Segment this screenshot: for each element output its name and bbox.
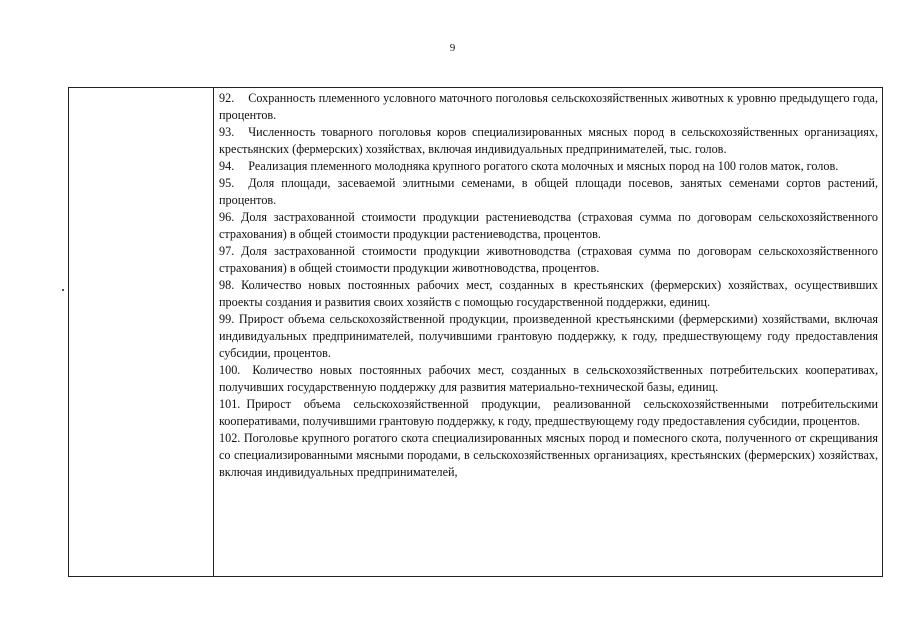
indicator-item xyxy=(219,311,878,362)
indicator-item xyxy=(219,277,878,311)
page-number: 9 xyxy=(449,42,456,54)
indicator-item xyxy=(219,209,878,243)
indicator-text: Реализация племенного молодняка крупного рогатого скота молочных и мясных пород на 100 голов маток, голов. xyxy=(248,159,839,173)
indicator-item xyxy=(219,124,878,158)
indicator-number: 95. xyxy=(219,176,235,190)
indicator-text: Доля площади, засеваемой элитными семенами, в общей площади посевов, занятых семенами сортов растений, процентов. xyxy=(219,176,878,207)
indicator-number: 98. xyxy=(219,278,235,292)
indicator-text: Численность товарного поголовья коров специализированных мясных пород в сельскохозяйственных организациях, крестьянских (фермерских) хозяйствах, включая индивидуальных предпринимателей, тыс. голов. xyxy=(219,125,878,156)
indicator-item xyxy=(219,362,878,396)
table-right-column xyxy=(214,88,882,576)
indicator-text: Доля застрахованной стоимости продукции животноводства (страховая сумма по договорам сельскохозяйственного страхования) в общей стоимости продукции животноводства, процентов. xyxy=(219,244,878,275)
indicator-item xyxy=(219,175,878,209)
indicator-item xyxy=(219,396,878,430)
indicator-number: 101. xyxy=(219,397,241,411)
indicator-number: 100. xyxy=(219,363,241,377)
indicator-text: Сохранность племенного условного маточного поголовья сельскохозяйственных животных к уровню предыдущего года, процентов. xyxy=(219,91,878,122)
indicator-text: Количество новых постоянных рабочих мест, созданных в крестьянских (фермерских) хозяйствах, осуществивших проекты создания и развития своих хозяйств с помощью государственной поддержки, единиц. xyxy=(219,278,879,309)
indicator-text: Поголовье крупного рогатого скота специализированных мясных пород и помесного скота, полученного от скрещивания со специализированными мясными породами, в сельскохозяйственных организациях, крестьянских (фермерских) хозяйствах, включая индивидуальных предпринимателей, xyxy=(219,431,878,479)
indicator-item xyxy=(219,243,878,277)
indicator-number: 96. xyxy=(219,210,235,224)
indicator-table xyxy=(68,87,883,577)
indicator-item xyxy=(219,430,878,481)
scan-speck xyxy=(62,289,64,291)
indicator-text: Прирост объема сельскохозяйственной продукции, произведенной крестьянскими (фермерскими) хозяйствами, включая индивидуальных предпринимателей, получившими грантовую поддержку, к году, предшествующему году предоставления субсидии, процентов. xyxy=(219,312,879,360)
indicator-text: Прирост объема сельскохозяйственной продукции, реализованной сельскохозяйственными потребительскими кооперативами, получившими грантовую поддержку, к году, предшествующему году предоставления субсидии, процентов. xyxy=(219,397,878,428)
indicator-item xyxy=(219,158,878,175)
table-left-column xyxy=(69,88,214,576)
indicator-number: 93. xyxy=(219,125,235,139)
indicator-number: 97. xyxy=(219,244,235,258)
indicator-number: 102. xyxy=(219,431,241,445)
indicator-text: Доля застрахованной стоимости продукции растениеводства (страховая сумма по договорам сельскохозяйственного страхования) в общей стоимости продукции растениеводства, процентов. xyxy=(219,210,878,241)
indicator-number: 99. xyxy=(219,312,235,326)
indicator-item xyxy=(219,90,878,124)
indicator-text: Количество новых постоянных рабочих мест, созданных в сельскохозяйственных потребительских кооперативах, получивших государственную поддержку для развития материально-технической базы, единиц. xyxy=(219,363,878,394)
indicator-number: 92. xyxy=(219,91,235,105)
indicator-number: 94. xyxy=(219,159,235,173)
